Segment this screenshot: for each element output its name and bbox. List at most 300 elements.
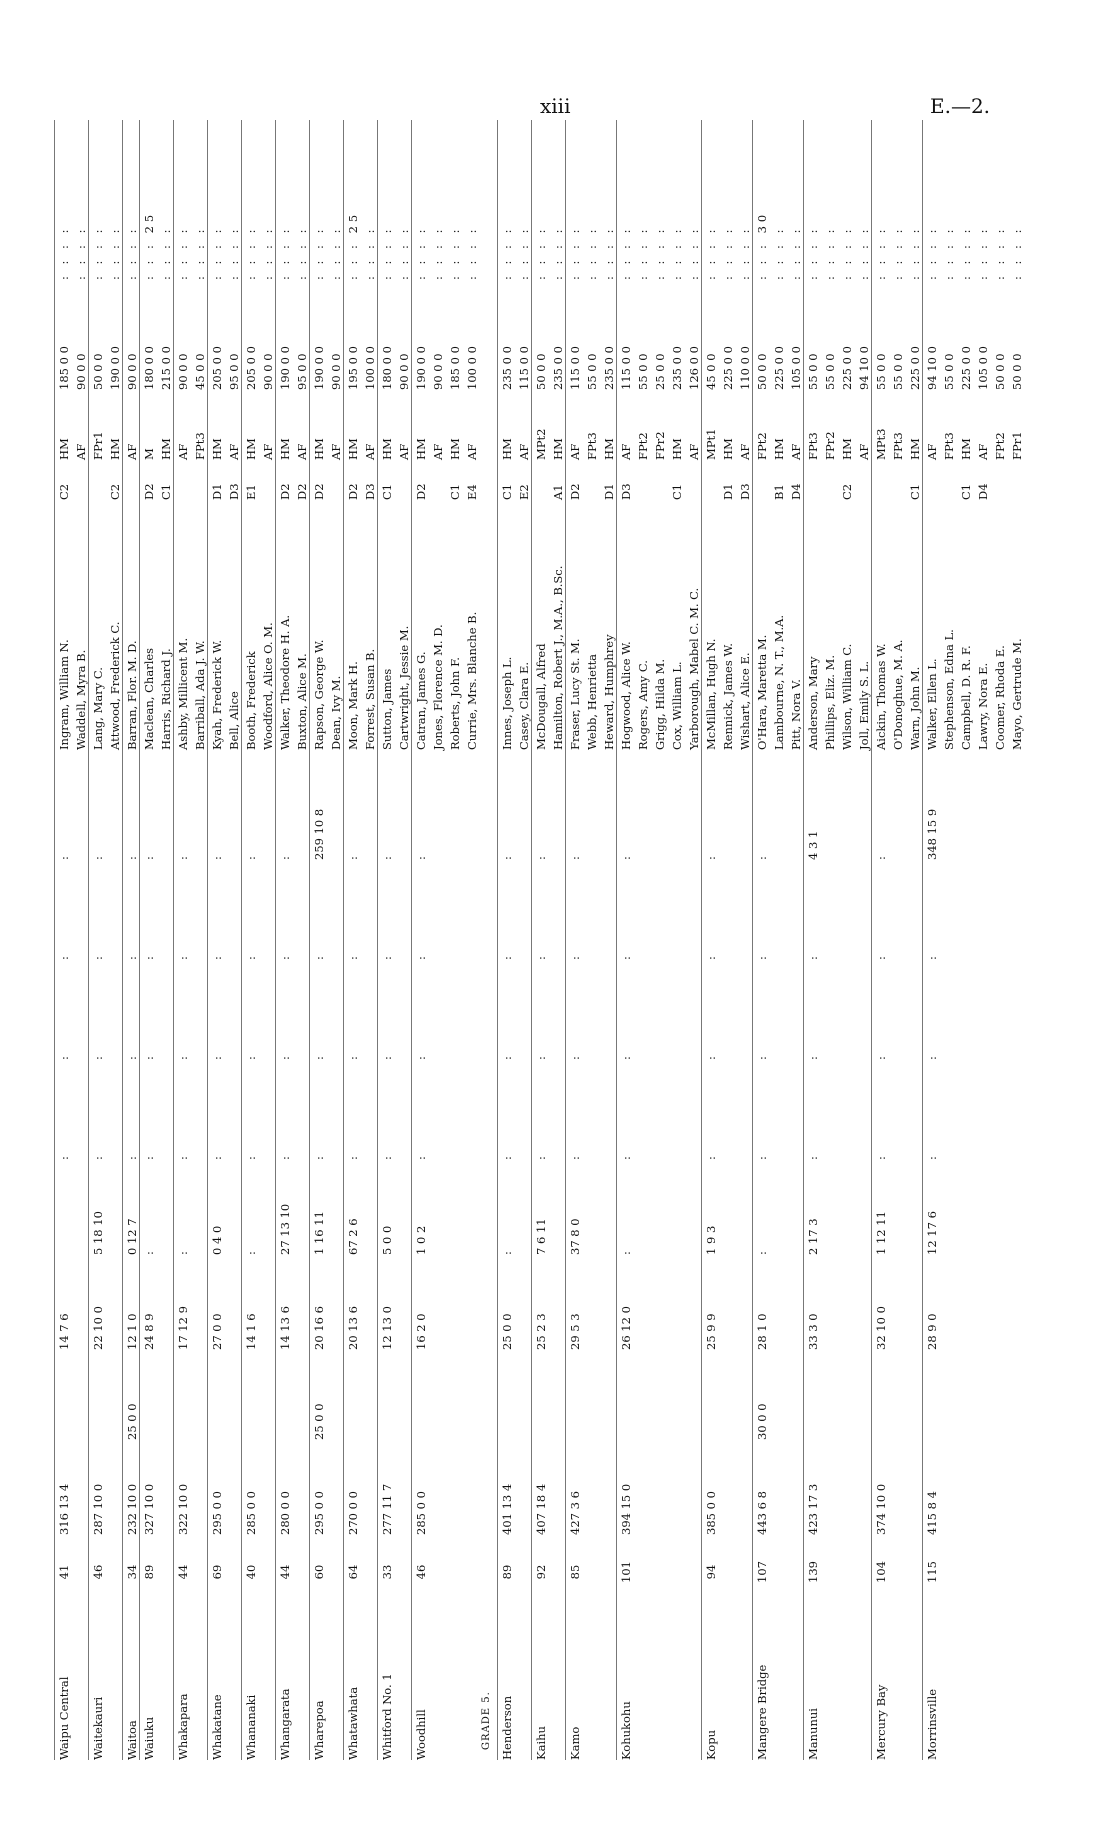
cell-e4: : [142, 856, 156, 860]
cell-inc: 1 16 11 [312, 1211, 326, 1255]
row-rule [531, 120, 532, 1760]
cell-pos: FPr1 [1010, 431, 1024, 460]
cell-e2: : [380, 1056, 394, 1060]
cell-name: Rapson, George W. [312, 639, 326, 750]
cell-cls: C1 [380, 483, 394, 500]
cell-pos: HM [551, 438, 565, 460]
cell-pos: FPt2 [636, 432, 650, 460]
cell-e1: : [244, 1156, 258, 1160]
cell-pos: FPt2 [993, 432, 1007, 460]
cell-sal2: 50 0 0 [91, 353, 105, 390]
cell-dots: : : : : [363, 225, 377, 280]
table-row [822, 120, 838, 1760]
cell-e3: : [925, 956, 939, 960]
cell-name: Cox, William L. [670, 661, 684, 750]
cell-e4: : [278, 856, 292, 860]
cell-att: 69 [210, 1564, 224, 1580]
cell-name: Phillips, Eliz. M. [823, 655, 837, 750]
cell-cls: D3 [619, 483, 633, 500]
cell-pos: AF [857, 443, 871, 460]
cell-tot: 24 8 9 [142, 1313, 156, 1350]
cell-sal2: 94 10 0 [857, 346, 871, 390]
table-row [243, 120, 259, 1760]
cell-dots: : : : : [312, 225, 326, 280]
table-row [90, 120, 106, 1760]
cell-dots: : : : : [721, 225, 735, 280]
cell-e2: : [925, 1056, 939, 1060]
cell-pos: MPt2 [534, 428, 548, 460]
cell-pos: AF [789, 443, 803, 460]
cell-sal2: 215 0 0 [159, 346, 173, 390]
cell-name: Aickin, Thomas W. [874, 643, 888, 750]
cell-name: Forrest, Susan B. [363, 648, 377, 750]
cell-school: Waiuku [142, 1716, 156, 1760]
cell-sal: 374 10 0 [874, 1483, 888, 1535]
table-row [447, 120, 463, 1760]
table-row [533, 120, 549, 1760]
cell-school: Whakapara [176, 1693, 190, 1760]
cell-pos: HM [278, 438, 292, 460]
row-rule [54, 120, 55, 1760]
table-row [107, 120, 123, 1760]
cell-sal: 285 0 0 [414, 1491, 428, 1535]
cell-sal2: 185 0 0 [448, 346, 462, 390]
cell-tot: 33 3 0 [806, 1313, 820, 1350]
table-row [873, 120, 889, 1760]
cell-pos: AF [329, 443, 343, 460]
cell-name: Catran, James G. [414, 651, 428, 750]
cell-e3: : [278, 956, 292, 960]
cell-tot: 17 12 9 [176, 1306, 190, 1350]
cell-sal2: 50 0 0 [1010, 353, 1024, 390]
table-row [618, 120, 634, 1760]
cell-sal2: 90 0 0 [125, 353, 139, 390]
cell-tot: 28 9 0 [925, 1313, 939, 1350]
cell-dots: : : : : [908, 225, 922, 280]
cell-cls: D2 [312, 483, 326, 500]
cell-school: Whananaki [244, 1694, 258, 1760]
cell-e2: : [704, 1056, 718, 1060]
table-row [209, 120, 225, 1760]
cell-pos: HM [380, 438, 394, 460]
cell-sal2: 205 0 0 [210, 346, 224, 390]
cell-dots: : : : : [431, 225, 445, 280]
cell-sal: 415 8 4 [925, 1491, 939, 1535]
cell-hou: 25 0 0 [125, 1403, 139, 1440]
table-row [311, 120, 327, 1760]
cell-sal2: 235 0 0 [551, 346, 565, 390]
cell-e4: 348 15 9 [925, 808, 939, 860]
cell-e4: : [568, 856, 582, 860]
cell-name: Booth, Frederick [244, 651, 258, 750]
cell-tot: 25 2 3 [534, 1313, 548, 1350]
cell-pos: AF [176, 443, 190, 460]
cell-tot: 32 10 0 [874, 1306, 888, 1350]
cell-e1: : [704, 1156, 718, 1160]
cell-sal: 427 3 6 [568, 1491, 582, 1535]
cell-pos: HM [210, 438, 224, 460]
row-rule [309, 120, 310, 1760]
cell-att: 46 [91, 1564, 105, 1580]
cell-pos: AF [976, 443, 990, 460]
cell-name: Joll, Emily S. L. [857, 660, 871, 750]
cell-inc: 1 12 11 [874, 1211, 888, 1255]
cell-tot: 12 13 0 [380, 1306, 394, 1350]
cell-tot: 14 13 6 [278, 1306, 292, 1350]
document-code: E.—2. [930, 94, 991, 118]
cell-sal2: 95 0 0 [295, 353, 309, 390]
table-row [907, 120, 923, 1760]
cell-name: Sutton, James [380, 668, 394, 750]
table-row [124, 120, 140, 1760]
cell-tot: 20 13 6 [346, 1306, 360, 1350]
cell-dots: : : : : [261, 225, 275, 280]
cell-e3: : [806, 956, 820, 960]
table-row [584, 120, 600, 1760]
cell-sal: 280 0 0 [278, 1491, 292, 1535]
cell-name: Woodford, Alice O. M. [261, 622, 275, 750]
table-row [277, 120, 293, 1760]
cell-sal2: 55 0 0 [891, 353, 905, 390]
cell-dots: : : : : [653, 225, 667, 280]
cell-cls: D2 [295, 483, 309, 500]
cell-pos: HM [959, 438, 973, 460]
cell-dots: : : : : [1010, 225, 1024, 280]
cell-name: Hogwood, Alice W. [619, 641, 633, 750]
cell-name: O'Hara, Maretta M. [755, 634, 769, 750]
row-rule [616, 120, 617, 1760]
cell-sal: 295 0 0 [210, 1491, 224, 1535]
cell-name: Stephenson, Edna L. [942, 629, 956, 750]
cell-name: Barran, Flor. M. D. [125, 640, 139, 750]
cell-e3: : [91, 956, 105, 960]
cell-sal2: 110 0 0 [738, 346, 752, 390]
cell-school: Waitoa [125, 1720, 139, 1760]
cell-sal2: 25 0 0 [653, 353, 667, 390]
cell-att: 46 [414, 1564, 428, 1580]
cell-sal: 285 0 0 [244, 1491, 258, 1535]
cell-pos: FPt3 [585, 432, 599, 460]
cell-e3: : [125, 956, 139, 960]
cell-dots: : : : : [278, 225, 292, 280]
cell-dots: : : : : [414, 225, 428, 280]
cell-sal2: 90 0 0 [74, 353, 88, 390]
grade-heading: GRADE 5. [481, 1691, 492, 1750]
cell-dots: : : : : [891, 225, 905, 280]
cell-pos: AF [687, 443, 701, 460]
table-row [890, 120, 906, 1760]
cell-dots: : : : : [857, 225, 871, 280]
cell-name: McDougall, Alfred [534, 643, 548, 750]
cell-sal2: 126 0 0 [687, 346, 701, 390]
cell-sal2: 55 0 0 [823, 353, 837, 390]
cell-e1: : [755, 1156, 769, 1160]
cell-inc: 7 6 11 [534, 1218, 548, 1255]
cell-e2: : [346, 1056, 360, 1060]
cell-e3: : [414, 956, 428, 960]
cell-pos: HM [721, 438, 735, 460]
cell-cls: D3 [738, 483, 752, 500]
cell-dots: : : : : [840, 225, 854, 280]
cell-e3: : [380, 956, 394, 960]
cell-pos: HM [772, 438, 786, 460]
cell-pos: AF [431, 443, 445, 460]
table-row [56, 120, 72, 1760]
cell-inc: 67 2 6 [346, 1218, 360, 1255]
cell-dots: : : : : [619, 225, 633, 280]
table-row [141, 120, 157, 1760]
cell-e1: : [176, 1156, 190, 1160]
cell-dots: : : : : [465, 225, 479, 280]
cell-dots: : : : : [74, 225, 88, 280]
cell-pos: AF [619, 443, 633, 460]
table-row [413, 120, 429, 1760]
cell-dots: : : : : [534, 225, 548, 280]
cell-e1: : [534, 1156, 548, 1160]
cell-hou: 25 0 0 [312, 1403, 326, 1440]
cell-sal2: 100 0 0 [363, 346, 377, 390]
cell-sal: 295 0 0 [312, 1491, 326, 1535]
cell-cls: D2 [414, 483, 428, 500]
table-row [1009, 120, 1025, 1760]
cell-pos: HM [500, 438, 514, 460]
cell-sal2: 190 0 0 [278, 346, 292, 390]
cell-pos: AF [465, 443, 479, 460]
cell-sal2: 95 0 0 [227, 353, 241, 390]
cell-sal2: 235 0 0 [670, 346, 684, 390]
cell-sal2: 115 0 0 [619, 346, 633, 390]
cell-e2: : [57, 1056, 71, 1060]
cell-dots: : : : : [329, 225, 343, 280]
table-row [192, 120, 208, 1760]
cell-dots: : : : : [602, 225, 616, 280]
cell-e4: : [346, 856, 360, 860]
cell-e3: : [57, 956, 71, 960]
cell-name: Moon, Mark H. [346, 661, 360, 750]
cell-e1: : [57, 1156, 71, 1160]
cell-cls: C1 [500, 483, 514, 500]
cell-dots: : : : 25 [346, 210, 360, 280]
cell-school: Waitekauri [91, 1696, 105, 1760]
cell-dots: : : : : [738, 225, 752, 280]
cell-pos: FPr2 [823, 431, 837, 460]
cell-dots: : : : : [448, 225, 462, 280]
cell-name: Dean, Ivy M. [329, 675, 343, 750]
cell-school: Wharepoa [312, 1700, 326, 1760]
cell-name: Anderson, Mary [806, 656, 820, 750]
cell-dots: : : : : [108, 225, 122, 280]
table-row [550, 120, 566, 1760]
table-row [754, 120, 770, 1760]
cell-inc: 1 9 3 [704, 1225, 718, 1255]
cell-name: Rogers, Amy C. [636, 660, 650, 750]
table-row [856, 120, 872, 1760]
cell-sal2: 235 0 0 [602, 346, 616, 390]
cell-e2: : [278, 1056, 292, 1060]
cell-pos: AF [517, 443, 531, 460]
cell-e1: : [312, 1156, 326, 1160]
table-row [737, 120, 753, 1760]
cell-e2: : [244, 1056, 258, 1060]
cell-name: Campbell, D. R. F. [959, 645, 973, 750]
cell-sal: 401 13 4 [500, 1483, 514, 1535]
cell-dots: : : : : [874, 225, 888, 280]
cell-sal: 423 17 3 [806, 1483, 820, 1535]
cell-e1: : [125, 1156, 139, 1160]
cell-sal2: 50 0 0 [993, 353, 1007, 390]
row-rule [173, 120, 174, 1760]
row-rule [241, 120, 242, 1760]
cell-tot: 22 10 0 [91, 1306, 105, 1350]
cell-dots: : : : : [91, 225, 105, 280]
cell-pos: HM [840, 438, 854, 460]
cell-att: 94 [704, 1564, 718, 1580]
cell-dots: : : : : [942, 225, 956, 280]
cell-sal: 232 10 0 [125, 1483, 139, 1535]
cell-name: Pitt, Nora V. [789, 679, 803, 750]
cell-dots: : : : : [670, 225, 684, 280]
cell-dots: : : : : [227, 225, 241, 280]
cell-hou: 30 0 0 [755, 1403, 769, 1440]
table-row [924, 120, 940, 1760]
cell-att: 41 [57, 1564, 71, 1580]
cell-e2: : [210, 1056, 224, 1060]
cell-cls: A1 [551, 484, 565, 500]
cell-pos: HM [159, 438, 173, 460]
table-row [669, 120, 685, 1760]
cell-e4: : [380, 856, 394, 860]
cell-e4: : [244, 856, 258, 860]
cell-sal2: 94 10 0 [925, 346, 939, 390]
cell-school: Whatawhata [346, 1686, 360, 1760]
cell-name: Lang, Mary C. [91, 667, 105, 750]
cell-pos: FPt3 [942, 432, 956, 460]
cell-dots: : : : : [636, 225, 650, 280]
cell-att: 139 [806, 1561, 820, 1583]
cell-sal2: 235 0 0 [500, 346, 514, 390]
cell-name: Buxton, Alice M. [295, 653, 309, 750]
cell-e2: : [534, 1056, 548, 1060]
cell-dots: : : : : [551, 225, 565, 280]
cell-cls: C2 [57, 483, 71, 500]
cell-e4: : [125, 856, 139, 860]
cell-e3: : [619, 956, 633, 960]
cell-pos: M [142, 448, 156, 460]
cell-inc: : [500, 1251, 514, 1255]
cell-att: 44 [278, 1564, 292, 1580]
cell-sal2: 225 0 0 [772, 346, 786, 390]
cell-pos: MPt3 [874, 428, 888, 460]
cell-sal2: 90 0 0 [329, 353, 343, 390]
cell-sal2: 50 0 0 [755, 353, 769, 390]
cell-name: Walker, Ellen L. [925, 658, 939, 750]
row-rule [377, 120, 378, 1760]
row-rule [701, 120, 702, 1760]
cell-att: 104 [874, 1561, 888, 1583]
cell-name: Grigg, Hilda M. [653, 658, 667, 750]
cell-tot: 29 5 3 [568, 1313, 582, 1350]
cell-name: Currie, Mrs. Blanche B. [465, 611, 479, 750]
cell-att: 40 [244, 1564, 258, 1580]
cell-cls: D1 [721, 483, 735, 500]
table-row [958, 120, 974, 1760]
cell-sal2: 55 0 0 [874, 353, 888, 390]
cell-cls: D3 [227, 483, 241, 500]
table-row [601, 120, 617, 1760]
cell-inc: : [755, 1251, 769, 1255]
row-rule [871, 120, 872, 1760]
cell-e2: : [125, 1056, 139, 1060]
cell-sal2: 225 0 0 [840, 346, 854, 390]
cell-pos: FPt3 [193, 432, 207, 460]
table-row [260, 120, 276, 1760]
cell-e2: : [142, 1056, 156, 1060]
cell-pos: HM [448, 438, 462, 460]
table-row [992, 120, 1008, 1760]
cell-att: 64 [346, 1564, 360, 1580]
cell-sal2: 55 0 0 [636, 353, 650, 390]
cell-sal2: 205 0 0 [244, 346, 258, 390]
table-row [175, 120, 191, 1760]
cell-e2: : [874, 1056, 888, 1060]
cell-e3: : [244, 956, 258, 960]
cell-cls: D1 [210, 483, 224, 500]
cell-inc: : [142, 1251, 156, 1255]
cell-sal2: 225 0 0 [959, 346, 973, 390]
cell-e3: : [142, 956, 156, 960]
cell-pos: AF [261, 443, 275, 460]
cell-pos: FPr2 [653, 431, 667, 460]
cell-e4: : [874, 856, 888, 860]
cell-e4: : [57, 856, 71, 860]
cell-name: Webb, Henrietta [585, 653, 599, 750]
cell-cls: E1 [244, 484, 258, 500]
cell-e4: : [755, 856, 769, 860]
cell-att: 92 [534, 1564, 548, 1580]
cell-sal: 385 0 0 [704, 1491, 718, 1535]
cell-pos: HM [108, 438, 122, 460]
cell-e2: : [414, 1056, 428, 1060]
cell-sal: 443 6 8 [755, 1491, 769, 1535]
cell-sal2: 195 0 0 [346, 346, 360, 390]
cell-e1: : [414, 1156, 428, 1160]
table-row [226, 120, 242, 1760]
cell-pos: HM [602, 438, 616, 460]
cell-pos: FPt2 [755, 432, 769, 460]
cell-e2: : [312, 1056, 326, 1060]
page-number: xiii [540, 94, 571, 118]
row-rule [122, 120, 123, 1760]
rotated-staff-table [48, 120, 1088, 1760]
cell-dots: : : : : [125, 225, 139, 280]
cell-pos: AF [568, 443, 582, 460]
cell-att: 101 [619, 1561, 633, 1583]
cell-dots: : : : : [925, 225, 939, 280]
cell-name: Bell, Alice [227, 691, 241, 750]
cell-school: Henderson [500, 1695, 514, 1760]
cell-school: Kopu [704, 1730, 718, 1760]
cell-name: Attwood, Frederick C. [108, 621, 122, 750]
cell-dots: : : : : [380, 225, 394, 280]
cell-att: 89 [500, 1564, 514, 1580]
cell-sal: 322 10 0 [176, 1483, 190, 1535]
cell-name: Harris, Richard J. [159, 648, 173, 750]
table-row [788, 120, 804, 1760]
cell-e1: : [806, 1156, 820, 1160]
row-rule [565, 120, 566, 1760]
cell-sal2: 225 0 0 [721, 346, 735, 390]
cell-cls: C1 [159, 483, 173, 500]
